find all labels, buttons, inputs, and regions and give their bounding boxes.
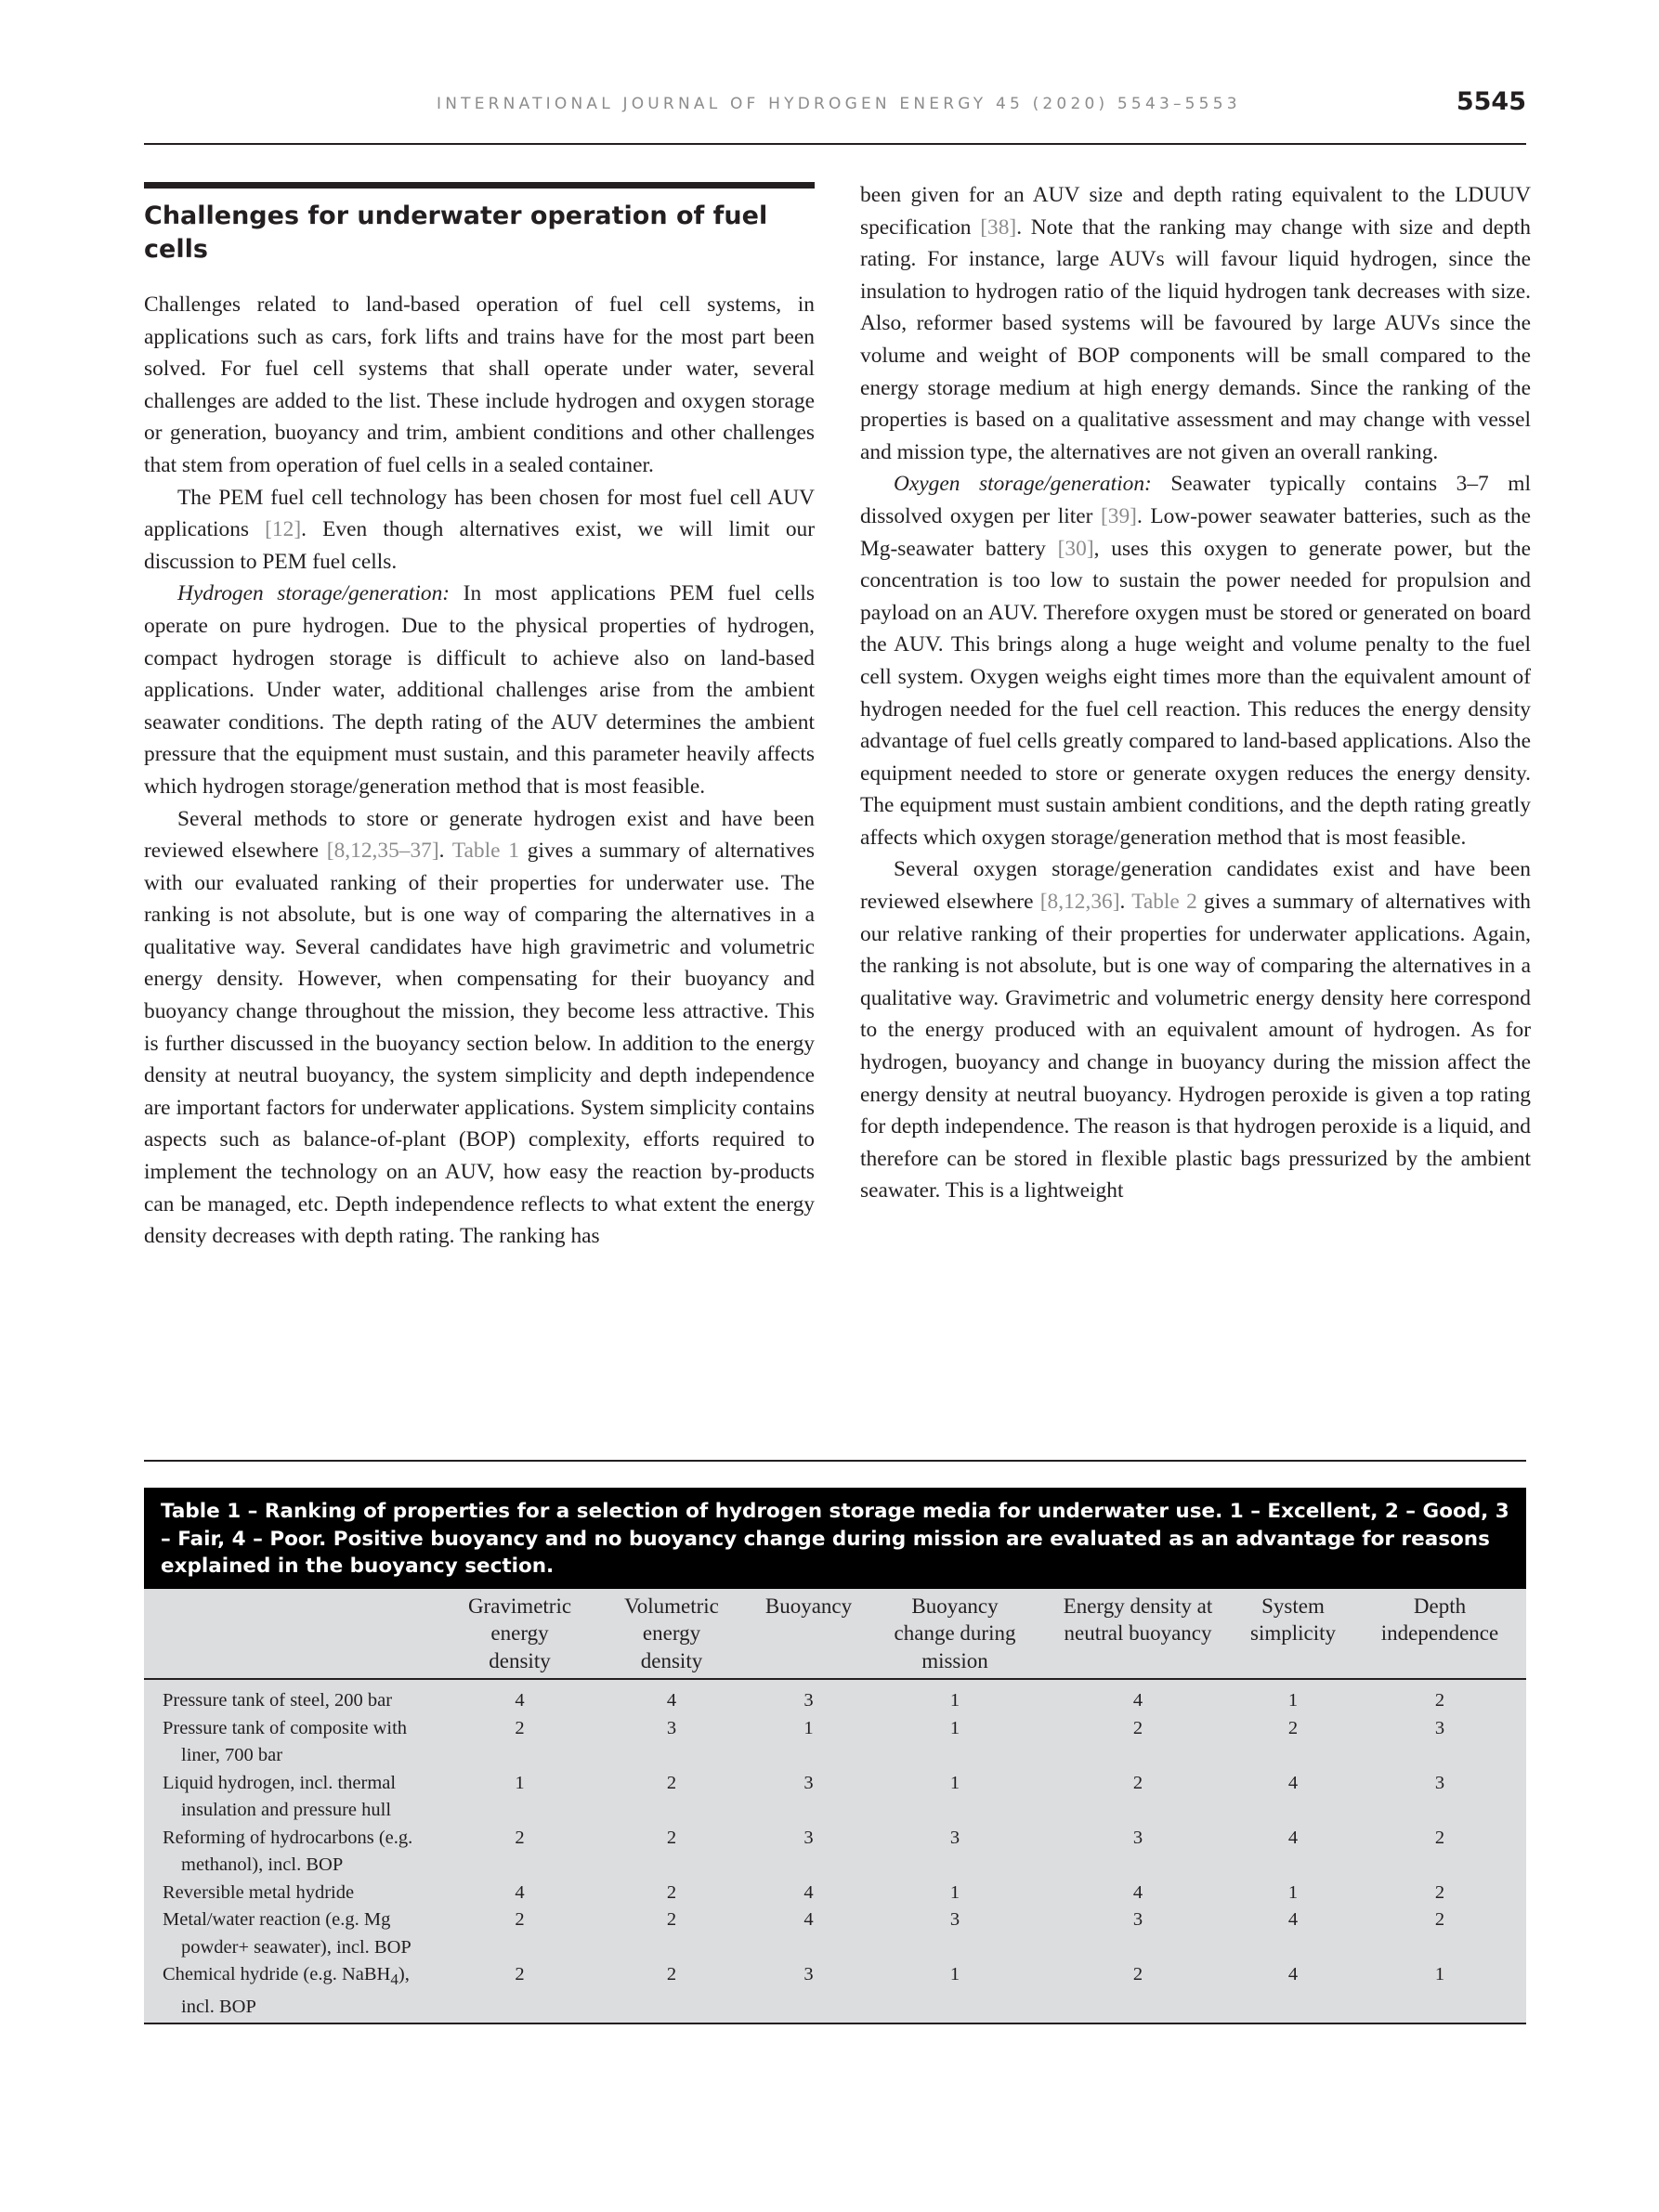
table-1	[144, 1488, 1526, 2024]
column-header: Depth independence	[1353, 1589, 1526, 1680]
table-caption: Table 1 – Ranking of properties for a selection of hydrogen storage media for underwater use. 1 – Excellent, 2 – Good, 3 – Fair, 4 – Poor. Positive buoyancy and no buoyancy change during mission are evaluated as an advantage for reasons explained in the buoyancy section.	[144, 1488, 1526, 1589]
table-cell: 1	[1287, 1690, 1299, 1711]
table-row	[144, 1825, 1526, 1880]
table-cell: 2	[666, 1881, 677, 1903]
paragraph: Oxygen storage/generation: Seawater typically contains 3–7 ml dissolved oxygen per liter [39]. Low-power seawater batteries, such as the Mg-seawater battery [30], uses this oxygen to generate power, but the concentration is too low to sustain the power needed for propulsion and payload on an AUV. Therefore oxygen must be stored or generated on board the AUV. This brings along a huge weight and volume penalty to the fuel cell system. Oxygen weighs eight times more than the equivalent amount of hydrogen needed for the fuel cell reaction. This reduces the energy density advantage of fuel cells greatly compared to land-based applications. Also the equipment needed to store or generate oxygen reduces the energy density. The equipment must sustain ambient conditions, and the depth rating greatly affects which oxygen storage/generation method that is most feasible.	[860, 472, 1532, 850]
table-row	[144, 1715, 1526, 1770]
table-cell: 1	[949, 1772, 960, 1793]
paragraph: Several oxygen storage/generation candidates exist and have been reviewed elsewhere [8,12,36]. Table 2 gives a summary of alternatives with our relative ranking of their properties for underwater applications. Again, the ranking is not absolute, but is one way of comparing the alternatives in a qualitative way. Gravimetric and volumetric energy density here correspond to the energy produced with an equivalent amount of hydrogen. As for hydrogen, buoyancy and change in buoyancy during the mission affect the energy density at neutral buoyancy. Hydrogen peroxide is given a top rating for depth independence. The reason is that hydrogen peroxide is a liquid, and therefore can be stored in flexible plastic bags pressurized by the ambient seawater. This is a lightweight	[860, 857, 1532, 1204]
table-cell: 1	[949, 1964, 960, 1984]
row-label: Reversible metal hydride	[163, 1881, 355, 1903]
column-header: Volumetric energy density	[593, 1589, 751, 1680]
table-cell: 1	[803, 1717, 814, 1738]
run-in-heading: Hydrogen storage/generation:	[177, 581, 451, 606]
table-cell: 3	[803, 1827, 814, 1848]
table-row	[144, 1770, 1526, 1825]
paragraph: Challenges related to land-based operation of fuel cell systems, in applications such as cars, fork lifts and trains have for the most part been solved. For fuel cell systems that shall operate under water, several challenges are added to the list. These include hydrogen and oxygen storage or generation, buoyancy and trim, ambient conditions and other challenges that stem from operation of fuel cells in a sealed container.	[144, 293, 815, 477]
table-cell: 3	[1132, 1909, 1143, 1930]
table-cell: 2	[515, 1717, 525, 1738]
table-cell: 3	[949, 1827, 960, 1848]
table-cell: 4	[666, 1690, 677, 1711]
table-separator-rule	[144, 1460, 1526, 1462]
table-cell: 4	[1287, 1827, 1299, 1848]
column-header: Gravimetric energy density	[447, 1589, 593, 1680]
table-cell: 3	[803, 1964, 814, 1984]
table-cell: 4	[515, 1690, 525, 1711]
column-header: Buoyancy	[751, 1589, 867, 1680]
table-cell: 4	[1287, 1772, 1299, 1793]
table-cell: 2	[515, 1964, 525, 1984]
table-cell: 1	[949, 1717, 960, 1738]
table-cell: 2	[666, 1772, 677, 1793]
table-bottom-rule	[144, 2023, 1526, 2024]
table-cell: 4	[803, 1881, 814, 1903]
table-cell: 2	[666, 1964, 677, 1984]
table-cell: 3	[1132, 1827, 1143, 1848]
table-cell: 1	[1434, 1964, 1445, 1984]
table-cell: 4	[803, 1909, 814, 1930]
table-cell: 2	[515, 1827, 525, 1848]
table-cell: 2	[1132, 1717, 1143, 1738]
ranking-table	[144, 1589, 1526, 2023]
table-cell: 4	[1287, 1909, 1299, 1930]
row-label: Liquid hydrogen, incl. thermal insulation and pressure hull	[163, 1772, 397, 1820]
row-label: Metal/water reaction (e.g. Mg powder+ seawater), incl. BOP	[163, 1909, 411, 1958]
paragraph: Hydrogen storage/generation: In most applications PEM fuel cells operate on pure hydrogen. Due to the physical properties of hydrogen, compact hydrogen storage is difficult to achieve also on land-based applications. Under water, additional challenges arise from the ambient seawater conditions. The depth rating of the AUV determines the ambient pressure that the equipment must sustain, and this parameter heavily affects which hydrogen storage/generation method that is most feasible.	[144, 581, 815, 799]
section-heading: Challenges for underwater operation of fuel cells	[144, 202, 768, 264]
table-row	[144, 1679, 1526, 1715]
table-cell: 2	[1434, 1881, 1445, 1903]
table-cell: 3	[803, 1690, 814, 1711]
table-row	[144, 1961, 1526, 2023]
table-cell: 2	[1132, 1772, 1143, 1793]
table-cell: 2	[515, 1909, 525, 1930]
table-cell: 3	[666, 1717, 677, 1738]
journal-title: INTERNATIONAL JOURNAL OF HYDROGEN ENERGY 45 (2020) 5543–5553	[437, 95, 1241, 113]
row-label: Chemical hydride (e.g. NaBH$_4$), incl. BOP	[163, 1964, 410, 2017]
citation-link[interactable]: [8,12,36]	[1039, 890, 1120, 915]
table-row	[144, 1906, 1526, 1961]
table-cell: 1	[949, 1690, 960, 1711]
table-cell: 2	[1434, 1827, 1445, 1848]
table-cell: 3	[803, 1772, 814, 1793]
table-cell: 3	[949, 1909, 960, 1930]
table-row	[144, 1880, 1526, 1907]
table-cell: 4	[1287, 1964, 1299, 1984]
citation-link[interactable]: [30]	[1057, 536, 1094, 561]
table-cell: 3	[1434, 1772, 1445, 1793]
row-label: Pressure tank of steel, 200 bar	[163, 1690, 393, 1711]
table-cell: 1	[515, 1772, 525, 1793]
table-cell: 2	[1434, 1690, 1445, 1711]
table-link[interactable]: Table 1	[451, 839, 519, 864]
paragraph: Several methods to store or generate hydrogen exist and have been reviewed elsewhere [8,12,35–37]. Table 1 gives a summary of alternatives with our evaluated ranking of their properties for underwater use. The ranking is not absolute, but is one way of comparing the alternatives in a qualitative way. Several candidates have high gravimetric and volumetric energy density. However, when compensating for their buoyancy and buoyancy change throughout the mission, they become less attractive. This is further discussed in the buoyancy section below. In addition to the energy density at neutral buoyancy, the system simplicity and depth independence are important factors for underwater applications. System simplicity contains aspects such as balance-of-plant (BOP) complexity, efforts required to implement the technology on an AUV, how easy the reaction by-products can be managed, etc. Depth independence reflects to what extent the energy density decreases with depth rating. The ranking has	[144, 806, 816, 1249]
table-cell: 2	[666, 1827, 677, 1848]
table-cell: 4	[515, 1881, 525, 1903]
section-rule	[144, 182, 815, 189]
table-cell: 1	[1287, 1881, 1299, 1903]
table-cell: 1	[949, 1881, 960, 1903]
column-header: Buoyancy change during mission	[867, 1589, 1043, 1680]
row-label: Reforming of hydrocarbons (e.g. methanol), incl. BOP	[163, 1827, 413, 1875]
column-header-blank	[144, 1589, 447, 1680]
page-number: 5545	[1456, 87, 1526, 116]
table-cell: 4	[1132, 1690, 1143, 1711]
paragraph: been given for an AUV size and depth rating equivalent to the LDUUV specification [38]. Note that the ranking may change with size and depth rating. For instance, large AUVs will favour liquid hydrogen, since the insulation to hydrogen ratio of the liquid hydrogen tank decreases with size. Also, reformer based systems will be favoured by large AUVs since the volume and weight of BOP components will be small compared to the energy storage medium at high energy demands. Since the ranking of the properties is based on a qualitative assessment and may change with vessel and mission type, the alternatives are not given an overall ranking.	[860, 183, 1531, 464]
table-cell: 2	[1434, 1909, 1445, 1930]
citation-link[interactable]: [8,12,35–37]	[326, 839, 439, 864]
table-cell: 4	[1132, 1881, 1143, 1903]
table-header-row	[144, 1589, 1526, 1680]
citation-link[interactable]: [12]	[265, 517, 302, 542]
run-in-heading: Oxygen storage/generation:	[894, 472, 1152, 497]
table-cell: 2	[1287, 1717, 1299, 1738]
paragraph: The PEM fuel cell technology has been chosen for most fuel cell AUV applications [12]. Even though alternatives exist, we will limit our discussion to PEM fuel cells.	[144, 485, 816, 574]
table-cell: 3	[1434, 1717, 1445, 1738]
table-link[interactable]: Table 2	[1131, 890, 1197, 915]
citation-link[interactable]: [38]	[980, 215, 1017, 240]
citation-link[interactable]: [39]	[1100, 503, 1137, 528]
column-header: Energy density at neutral buoyancy	[1043, 1589, 1233, 1680]
row-label: Pressure tank of composite with liner, 700 bar	[163, 1717, 408, 1765]
running-head	[144, 87, 1526, 145]
table-cell: 2	[666, 1909, 677, 1930]
left-column	[144, 182, 815, 1253]
column-header: System simplicity	[1233, 1589, 1353, 1680]
table-cell: 2	[1132, 1964, 1143, 1984]
right-column	[860, 179, 1531, 1207]
